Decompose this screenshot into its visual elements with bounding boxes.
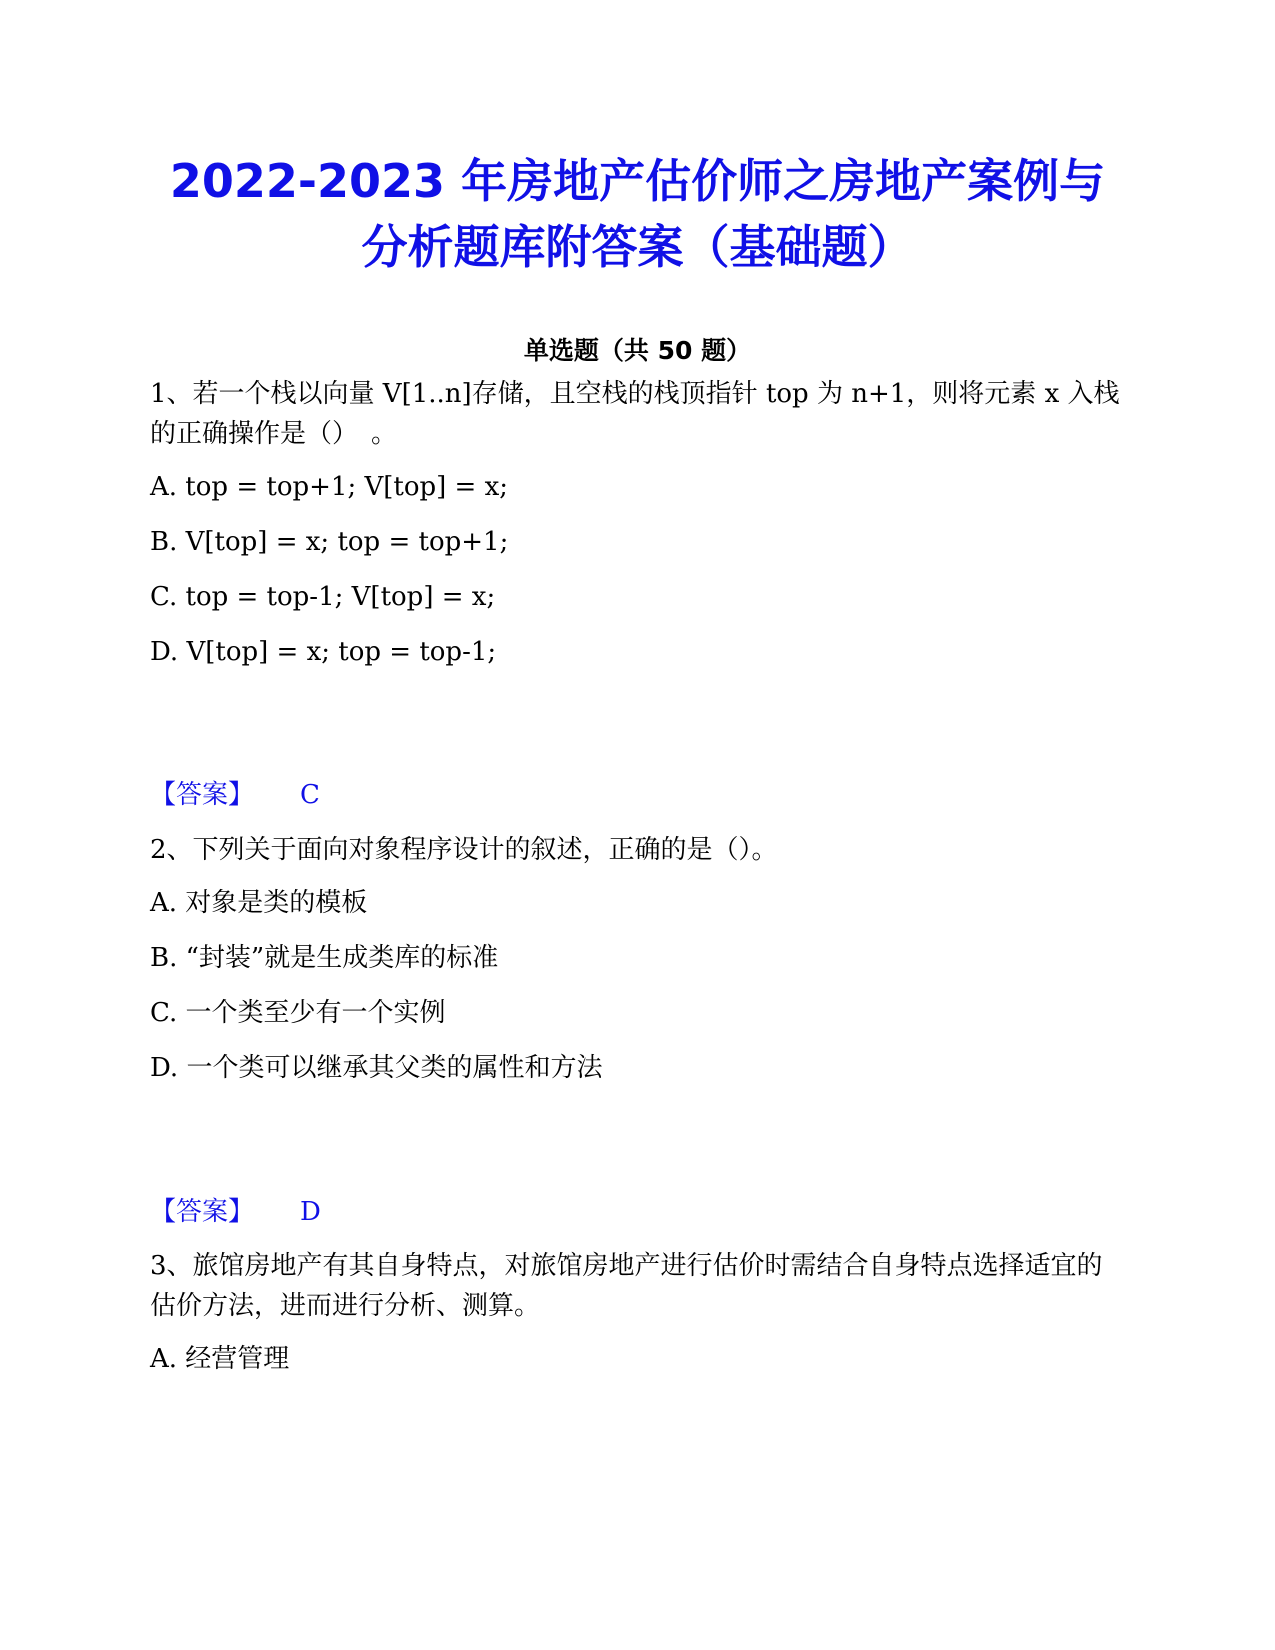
answer-label: 【答案】 <box>150 1197 255 1227</box>
question-2-option-a: A. 对象是类的模板 <box>150 888 368 918</box>
question-1-answer <box>150 778 320 812</box>
question-1-option-a: A. top = top+1; V[top] = x; <box>150 472 509 502</box>
question-2-option-d: D. 一个类可以继承其父类的属性和方法 <box>150 1053 603 1083</box>
question-1-option-b: B. V[top] = x; top = top+1; <box>150 527 509 557</box>
question-3-option-a: A. 经营管理 <box>150 1344 290 1374</box>
answer-value: C <box>300 780 320 810</box>
question-2-option-b: B. “封装”就是生成类库的标准 <box>150 943 499 973</box>
section-heading: 单选题（共 50 题） <box>523 336 752 365</box>
document-title <box>100 148 1175 280</box>
question-1-option-c: C. top = top-1; V[top] = x; <box>150 582 496 612</box>
question-1-text: 1、若一个栈以向量 V[1..n]存储，且空栈的栈顶指针 top 为 n+1，则将元素 x 入栈的正确操作是（） 。 <box>150 379 1120 449</box>
question-3-text: 3、旅馆房地产有其自身特点，对旅馆房地产进行估价时需结合自身特点选择适宜的估价方法，进而进行分析、测算。 <box>150 1251 1103 1321</box>
question-1-option-d: D. V[top] = x; top = top-1; <box>150 637 497 667</box>
title-line-1: 2022-2023 年房地产估价师之房地产案例与 <box>169 154 1106 208</box>
answer-value: D <box>300 1197 321 1227</box>
question-2-answer <box>150 1195 321 1229</box>
title-line-2: 分析题库附答案（基础题） <box>361 220 914 274</box>
answer-label: 【答案】 <box>150 780 255 810</box>
question-2-text: 2、下列关于面向对象程序设计的叙述，正确的是（）。 <box>150 835 778 865</box>
question-2-option-c: C. 一个类至少有一个实例 <box>150 998 446 1028</box>
